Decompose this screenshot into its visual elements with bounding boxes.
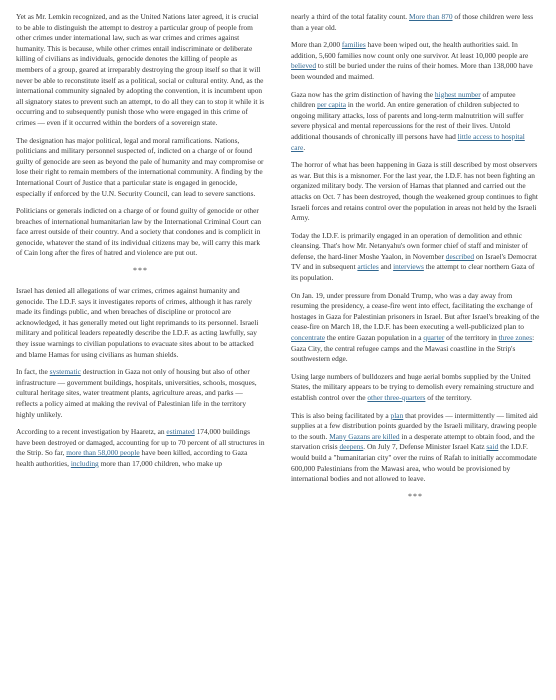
paragraph-text: the entire Gazan population in a — [325, 333, 424, 343]
left-column — [16, 12, 265, 700]
paragraph-text: on Israel's Democrat TV and in subsequent — [291, 251, 537, 272]
paragraph-text: to still be buried under the ruins of their homes. More than 138,000 have been wounded and maimed. — [291, 61, 533, 81]
paragraph-text: 174,000 buildings have been destroyed or damaged, accounting for up to 70 percent of all structures in the Strip. So far, — [16, 427, 265, 458]
article-link-other-three-quarters[interactable]: other three-quarters — [367, 393, 426, 402]
paragraph — [291, 411, 540, 485]
paragraph-text: the attempt to clear northern Gaza of its population. — [291, 262, 535, 283]
paragraph — [16, 427, 265, 469]
paragraph-text: . — [303, 142, 306, 152]
paragraph-text: have been killed, according to Gaza health authorities, — [16, 448, 248, 468]
paragraph — [291, 231, 540, 284]
article-link-highest-number[interactable]: highest number — [434, 89, 481, 99]
paragraph-text: destruction in Gaza not only of housing but also of other infrastructure — government buildings, hospitals, universities, schools, mosques, cultural heritage sites, water treatment plants, agriculture areas, and parks — reflects a policy aimed at making the revival of Palestinian life in the territory highly unlikely. — [16, 367, 257, 419]
paragraph: The designation has major political, legal and moral ramifications. Nations, politicians and military personnel suspected of, indicted on a charge of or found guilty of genocide are seen as beyond the pale of humanity and may compromise or lose their right to remain members of the international community. A finding by the International Court of Justice that a particular state is engaged in genocide, especially if enforced by the U.N. Security Council, can lead to severe sanctions. — [16, 135, 264, 198]
paragraph-text: and — [378, 262, 394, 272]
article-link-gazans-killed[interactable]: Many Gazans are killed — [329, 431, 400, 441]
paragraph-text: In fact, the — [16, 367, 50, 377]
paragraph-text: According to a recent investigation by Haaretz, an — [16, 427, 167, 437]
paragraph — [291, 291, 540, 365]
article-link-believed[interactable]: believed — [291, 61, 317, 71]
article-link-said[interactable]: said — [486, 442, 499, 452]
article-link-children-count[interactable]: More than 870 — [409, 12, 453, 21]
paragraph-text: of amputee children — [291, 89, 516, 110]
paragraph: Yet as Mr. Lemkin recognized, and as the United Nations later agreed, it is crucial to be able to distinguish the attempt to destroy a particular group of people from other crimes under international law, such as war crimes and crimes against humanity. This is because, while other crimes entail indiscriminate or deliberate killing of civilians as individuals, genocide denotes the killing of people as members of a group, geared at irreparably destroying the group itself so that it will never be able to reconstitute itself as a political, social or cultural entity. And, as the international community signaled by adopting the convention, it is incumbent upon all signatory states to prevent such an attempt, to do all they can to stop it while it is occurring and to subsequently punish those who were engaged in this crime of crimes — even if it occurred within the borders of a sovereign state. — [16, 12, 265, 127]
paragraph-text: nearly a third of the total fatality count. — [291, 12, 410, 21]
right-column — [291, 12, 540, 700]
paragraph-text: that provides — intermittently — limited aid supplies at a few distribution points guarded by the Israeli military, drawing people to the south. — [291, 410, 538, 441]
article-link-concentrate[interactable]: concentrate — [291, 333, 326, 343]
paragraph-text: Using large numbers of bulldozers and huge aerial bombs supplied by the United States, the military appears to be trying to demolish every remaining structure and establish control over the — [291, 371, 534, 402]
paragraph-text: Today the I.D.F. is primarily engaged in an operation of demolition and ethnic cleansing. That's how Mr. Netanyahu's own former chief of staff and minister of defense, the hard-liner Moshe Yaalon, in November — [291, 230, 528, 261]
paragraph-text: in a desperate attempt to obtain food, and the starvation crisis — [291, 431, 535, 452]
paragraph-text: of those children were less than a year old. — [291, 12, 534, 32]
paragraph-text: of the territory. — [425, 393, 472, 402]
article-link-plan[interactable]: plan — [390, 410, 404, 420]
article-link-quarter[interactable]: quarter — [423, 333, 445, 343]
paragraph: The horror of what has been happening in Gaza is still described by most observers as war. But this is a misnomer. For the last year, the I.D.F. has not been fighting an organized military body. The version of Hamas that planned and carried out the attacks on Oct. 7 has been destroyed, though the weakened group continues to fight Israeli forces and retains control over the population in areas not held by the Israeli Army. — [291, 160, 538, 223]
article-link-including[interactable]: including — [70, 458, 99, 468]
article-link-three-zones[interactable]: three zones — [498, 333, 533, 343]
paragraph-text: More than 2,000 — [291, 40, 342, 50]
paragraph — [16, 367, 265, 420]
paragraph — [291, 372, 540, 404]
paragraph — [291, 12, 540, 33]
article-link-estimated[interactable]: estimated — [166, 427, 195, 437]
article-link-articles[interactable]: articles — [357, 262, 379, 272]
paragraph-text: in the world. An entire generation of children subjected to ongoing military attacks, loss of parents and long-term malnutrition will suffer severe physical and mental repercussions for the rest of their lives. Untold additional thousands of chronically ill persons have had — [291, 100, 524, 141]
section-separator: *** — [133, 266, 148, 276]
paragraph-text: This is also being facilitated by a — [291, 410, 391, 420]
article-link-interviews[interactable]: interviews — [393, 262, 424, 272]
paragraph-text: the I.D.F. would build a "humanitarian city" over the ruins of Rafah to initially accommodate 600,000 Palestinians from the Mawasi area, who would be provisioned by international bodies and not allowed to leave. — [291, 442, 537, 484]
paragraph: Israel has denied all allegations of war crimes, crimes against humanity and genocide. The I.D.F. says it investigates reports of crimes, although it has rarely made its findings public, and when breaches of discipline or protocol are acknowledged, it has generally meted out light reprimands to its personnel. Israeli military and political leaders repeatedly describe the I.D.F. as acting lawfully, say they issue warnings to civilian populations to evacuate sites about to be attacked and blame Hamas for using civilians as human shields. — [16, 286, 259, 359]
paragraph-text: . On July 7, Defense Minister Israel Katz — [363, 442, 487, 452]
article-link-families[interactable]: families — [341, 40, 366, 50]
article-link-systematic[interactable]: systematic — [49, 367, 81, 377]
article-link-per-capita[interactable]: per capita — [317, 100, 346, 110]
paragraph-text: more than 17,000 children, who make up — [98, 458, 223, 468]
paragraph-text: : Gaza City, the central refugee camps and the Mawasi coastline in the Strip's southwestern edge. — [291, 333, 535, 364]
paragraph-text: On Jan. 19, under pressure from Donald Trump, who was a day away from resuming the presidency, a cease-fire went into effect, facilitating the exchange of hostages in Gaza for Palestinian prisoners in Israel. But after Israel's breaking of the cease-fire on March 18, the I.D.F. has been executing a well-publicized plan to — [291, 290, 540, 332]
article-link-described[interactable]: described — [445, 251, 475, 261]
paragraph-text: of the territory in — [444, 333, 499, 343]
paragraph-text: Gaza now has the grim distinction of having the — [291, 89, 435, 99]
paragraph — [291, 90, 540, 154]
paragraph — [291, 40, 540, 82]
article-link-hospital-care[interactable]: little access to hospital care — [291, 131, 525, 152]
paragraph-text: have been wiped out, the health authorities said. In addition, 5,600 families now count only one survivor. At least 10,000 people are — [291, 40, 529, 60]
article-link-deepens[interactable]: deepens — [339, 442, 364, 452]
article-link-death-toll[interactable]: more than 58,000 people — [66, 448, 140, 458]
section-separator: *** — [408, 491, 423, 501]
paragraph: Politicians or generals indicted on a charge of or found guilty of genocide or other breaches of international humanitarian law by the International Criminal Court can face arrest outside of their country. And a society that condones and is complicit in genocide, whatever the stand of its individual citizens may be, will carry this mark of Cain long after the fires of hatred and violence are put out. — [16, 206, 262, 258]
